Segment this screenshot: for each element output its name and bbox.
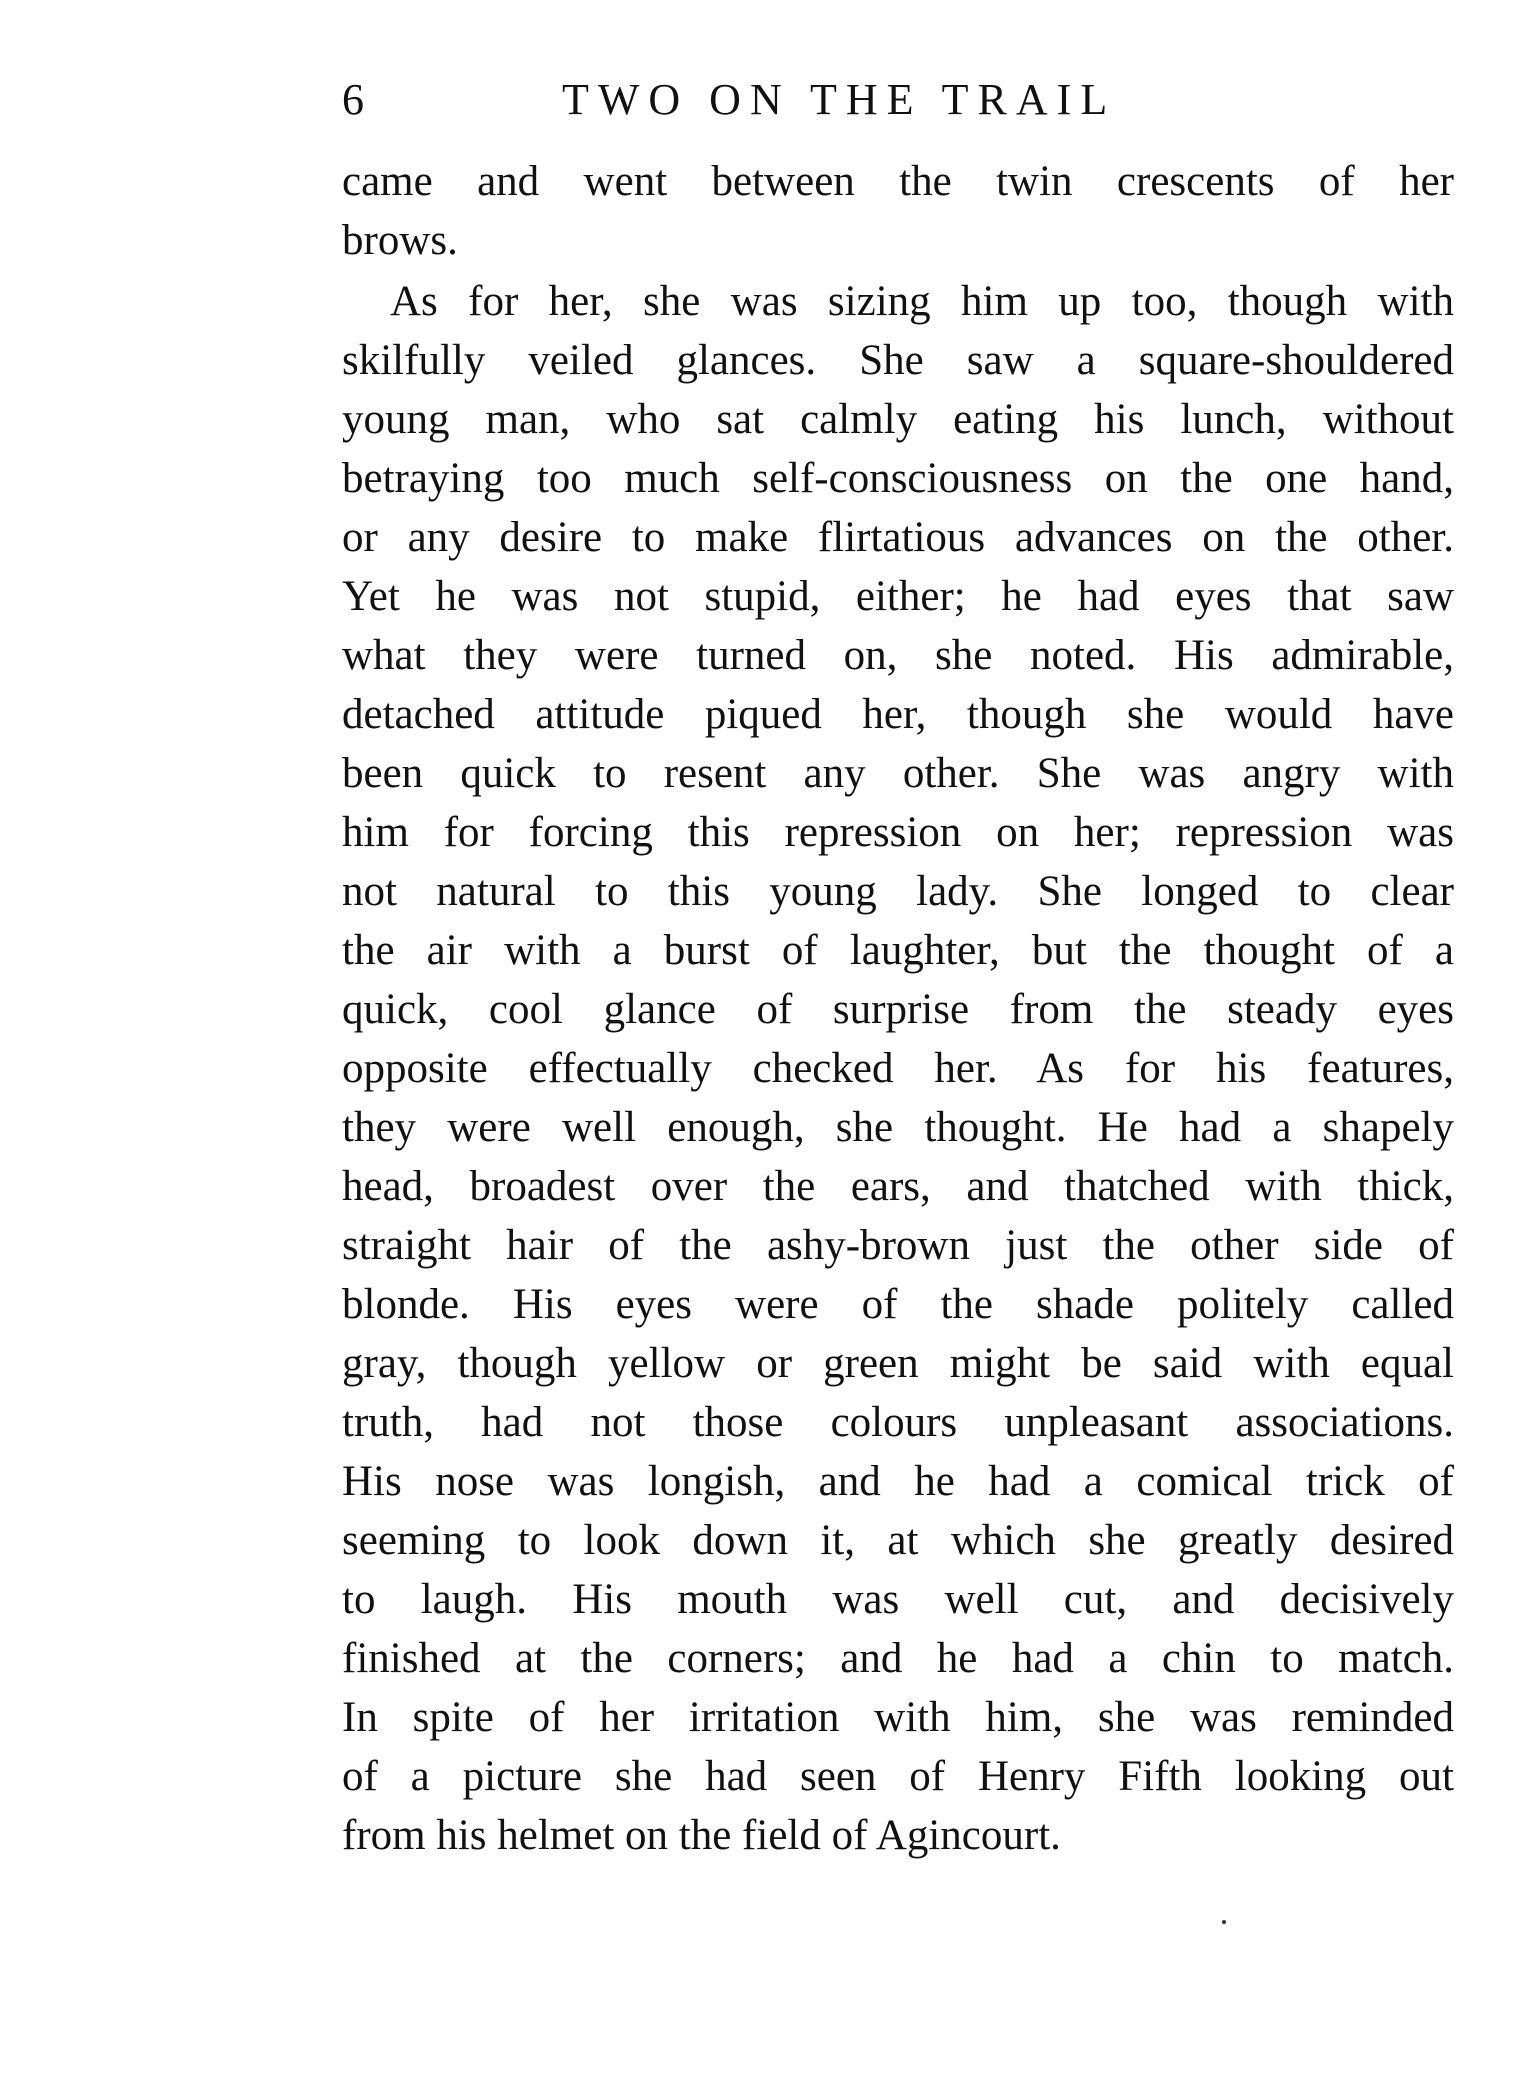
text-line: him for forcing this repression on her; repression was [342,809,1454,856]
text-line: the air with a burst of laughter, but the thought of a [342,927,1454,974]
text-line: not natural to this young lady. She longed to clear [342,868,1454,915]
text-line: from his helmet on the field of Agincourt. [342,1812,1061,1859]
text-line: came and went between the twin crescents of her [342,158,1454,205]
text-line: young man, who sat calmly eating his lunch, without [342,396,1454,443]
text-line: quick, cool glance of surprise from the steady eyes [342,986,1454,1033]
text-line: head, broadest over the ears, and thatched with thick, [342,1163,1454,1210]
text-line: gray, though yellow or green might be said with equal [342,1340,1454,1387]
body-text [342,152,1454,1865]
text-line: detached attitude piqued her, though she would have [342,691,1454,738]
text-line: truth, had not those colours unpleasant associations. [342,1399,1454,1446]
text-line: In spite of her irritation with him, she was reminded [342,1694,1454,1741]
page-number: 6 [342,75,364,124]
text-line: seeming to look down it, at which she greatly desired [342,1517,1454,1564]
running-head [342,70,1454,130]
text-line: brows. [342,217,458,264]
text-line: His nose was longish, and he had a comical trick of [342,1458,1454,1505]
ink-speck [1222,1920,1226,1924]
text-line: of a picture she had seen of Henry Fifth looking out [342,1753,1454,1800]
text-line: or any desire to make flirtatious advances on the other. [342,514,1454,561]
text-line: finished at the corners; and he had a chin to match. [342,1635,1454,1682]
text-line: they were well enough, she thought. He had a shapely [342,1104,1454,1151]
text-line: As for her, she was sizing him up too, though with [390,278,1454,325]
text-line: straight hair of the ashy-brown just the other side of [342,1222,1454,1269]
text-line: been quick to resent any other. She was angry with [342,750,1454,797]
text-line: betraying too much self-consciousness on the one hand, [342,455,1454,502]
text-line: to laugh. His mouth was well cut, and decisively [342,1576,1454,1623]
text-line: what they were turned on, she noted. His admirable, [342,632,1454,679]
text-line: Yet he was not stupid, either; he had eyes that saw [342,573,1454,620]
text-line: skilfully veiled glances. She saw a square-shouldered [342,337,1454,384]
running-title: TWO ON THE TRAIL [562,75,1117,124]
text-line: opposite effectually checked her. As for his features, [342,1045,1454,1092]
text-line: blonde. His eyes were of the shade politely called [342,1281,1454,1328]
